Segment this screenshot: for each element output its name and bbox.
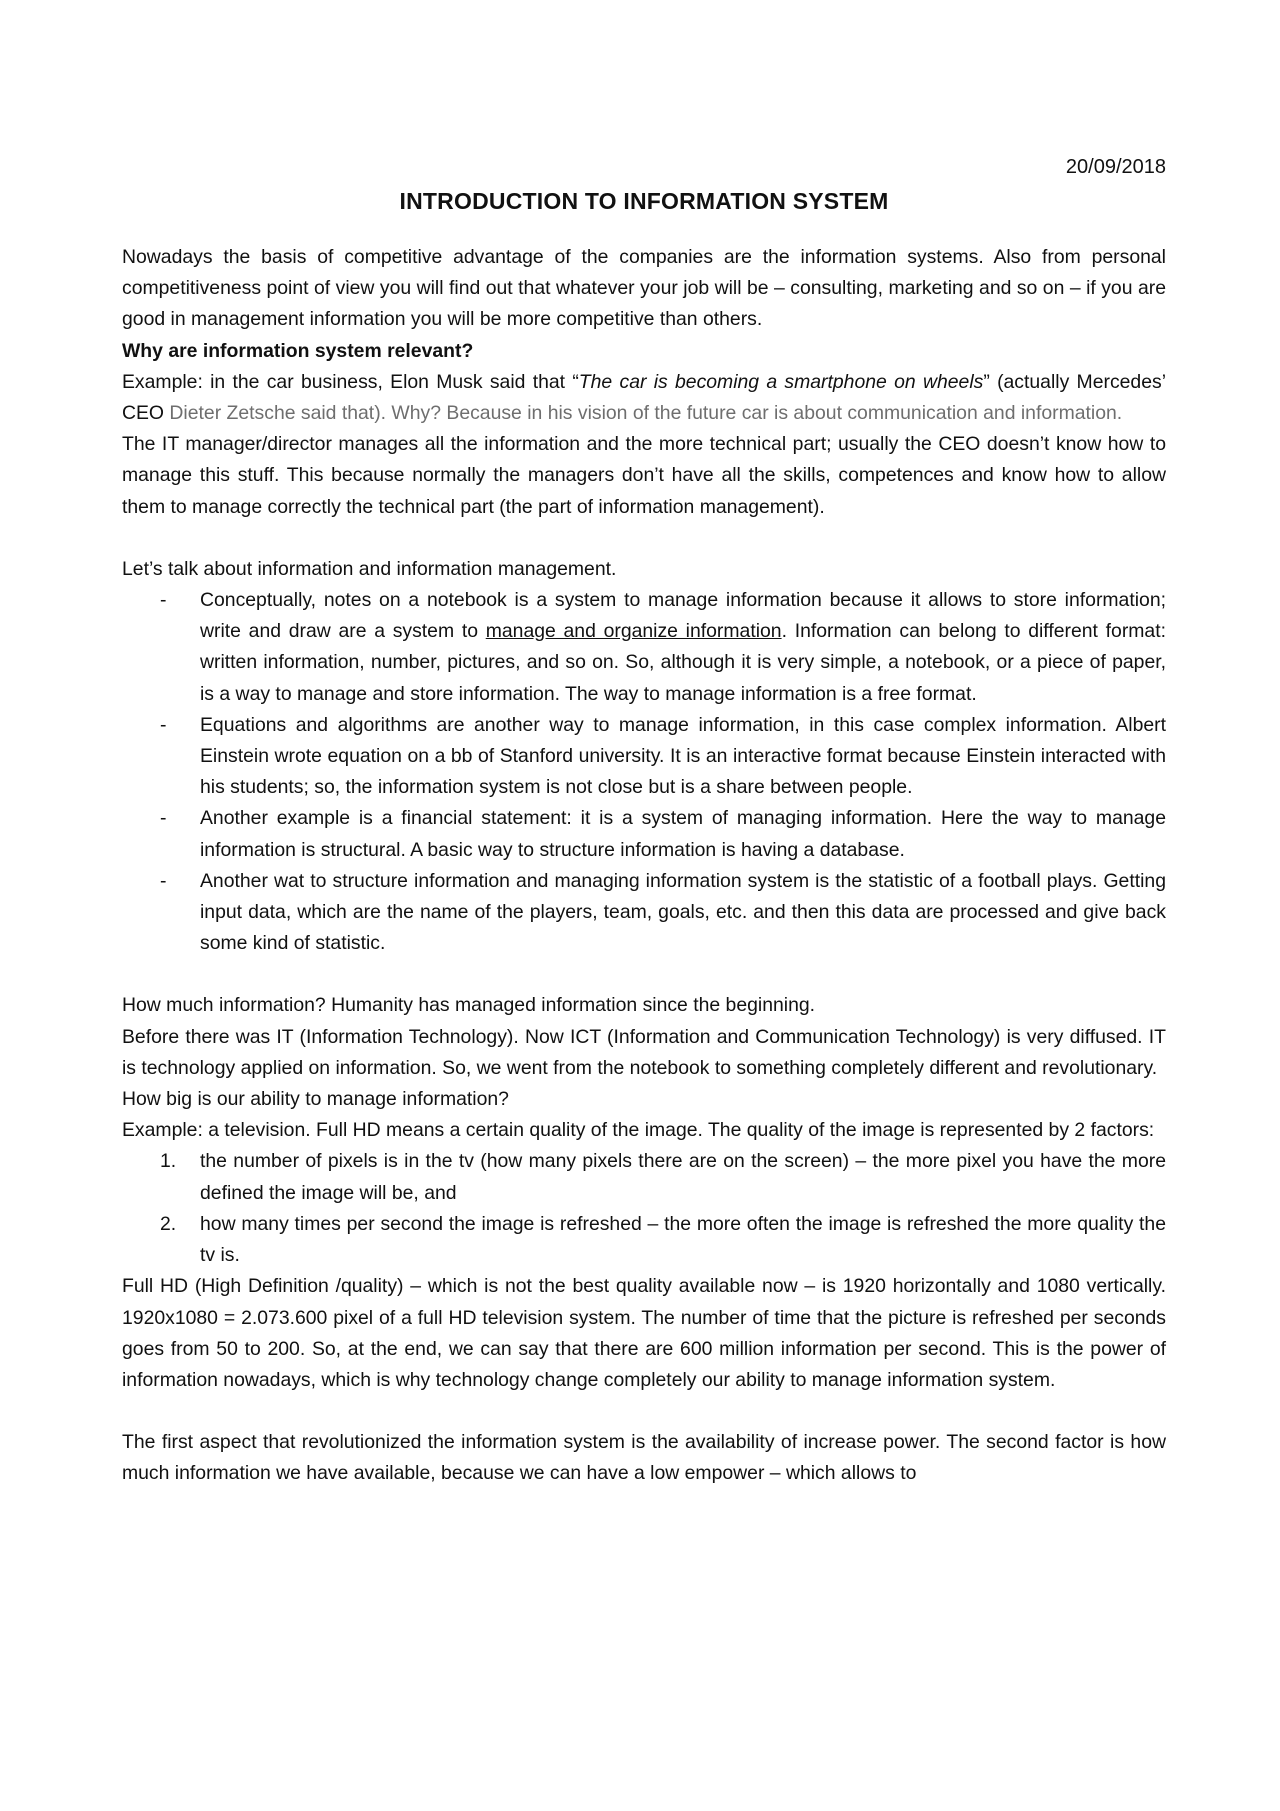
list-item: - Another example is a financial statement: it is a system of managing information. Here the way to manage information is structural. A basic way to structure information is having a database. [200,803,1166,865]
text-paragraph: The first aspect that revolutionized the information system is the availability of increase power. The second factor is how much information we have available, because we can have a low empower – which allows to [122,1431,1166,1485]
document-date: 20/09/2018 [1065,156,1166,178]
grey-text: Dieter Zetsche said that). Why? Because in his vision of the future car is about communication and information. [169,402,1123,425]
text-line: How much information? Humanity has managed information since the beginning. [122,994,816,1017]
numbered-list [122,1146,1166,1271]
list-item: 2. how many times per second the image is refreshed – the more often the image is refreshed the more quality the tv is. [200,1209,1166,1271]
document-title: INTRODUCTION TO INFORMATION SYSTEM [399,188,889,214]
text-paragraph: Example: a television. Full HD means a certain quality of the image. The quality of the image is represented by 2 factors: [122,1119,1155,1142]
section-lead: Let’s talk about information and information management. [122,557,617,580]
list-item: 1. the number of pixels is in the tv (how many pixels there are on the screen) – the more pixel you have the more defined the image will be, and [200,1146,1166,1208]
list-number: 2. [160,1212,177,1235]
underlined-text: manage and organize information [485,620,782,643]
list-number: 1. [160,1150,177,1173]
dash-list [122,585,1166,959]
list-item: - Another wat to structure information and managing information system is the statistic of a football plays. Getting input data, which are the name of the players, team, goals, etc. and then this data are processed and give back some kind of statistic. [200,866,1166,960]
list-item: - Equations and algorithms are another way to manage information, in this case complex information. Albert Einstein wrote equation on a bb of Stanford university. It is an interactive format because Einstein interacted with his students; so, the information system is not close but is a share between people. [200,710,1166,804]
example-paragraph: Example: in the car business, Elon Musk said that “The car is becoming a smartphone on wheels” (actually Mercedes’ CEO Dieter Zetsche said that). Why? Because in his vision of the future car is about communication and information. [122,370,1167,425]
quote: The car is becoming a smartphone on wheels [578,370,984,393]
intro-paragraph: Nowadays the basis of competitive advantage of the companies are the information systems. Also from personal competitiveness point of view you will find out that whatever your job will be – consulting, marketing and so on – if you are good in management information you will be more competitive than others. [122,246,1166,331]
text-paragraph: Full HD (High Definition /quality) – which is not the best quality available now – is 1920 horizontally and 1080 vertically. 1920x1080 = 2.073.600 pixel of a full HD television system. The number of time that the picture is refreshed per seconds goes from 50 to 200. So, at the end, we can say that there are 600 million information per second. This is the power of information nowadays, which is why technology change completely our ability to manage information system. [122,1275,1166,1391]
it-manager-paragraph: The IT manager/director manages all the information and the more technical part; usually the CEO doesn’t know how to manage this stuff. This because normally the managers don’t have all the skills, competences and know how to allow them to manage correctly the technical part (the part of information management). [122,433,1166,518]
paragraph-gap [122,959,1166,990]
section-heading: Why are information system relevant? [122,339,474,362]
text-paragraph: Before there was IT (Information Technology). Now ICT (Information and Communication Technology) is very diffused. IT is technology applied on information. So, we went from the notebook to something completely different and revolutionary. [122,1025,1166,1079]
text-line: How big is our ability to manage information? [122,1088,509,1111]
paragraph-gap [122,523,1166,554]
list-item: - Conceptually, notes on a notebook is a system to manage information because it allows to store information; write and draw are a system to manage and organize information. Information can belong to different format: written information, number, pictures, and so on. So, although it is very simple, a notebook, or a piece of paper, is a way to manage and store information. The way to manage information is a free format. [200,585,1166,710]
paragraph-gap [122,1396,1166,1427]
